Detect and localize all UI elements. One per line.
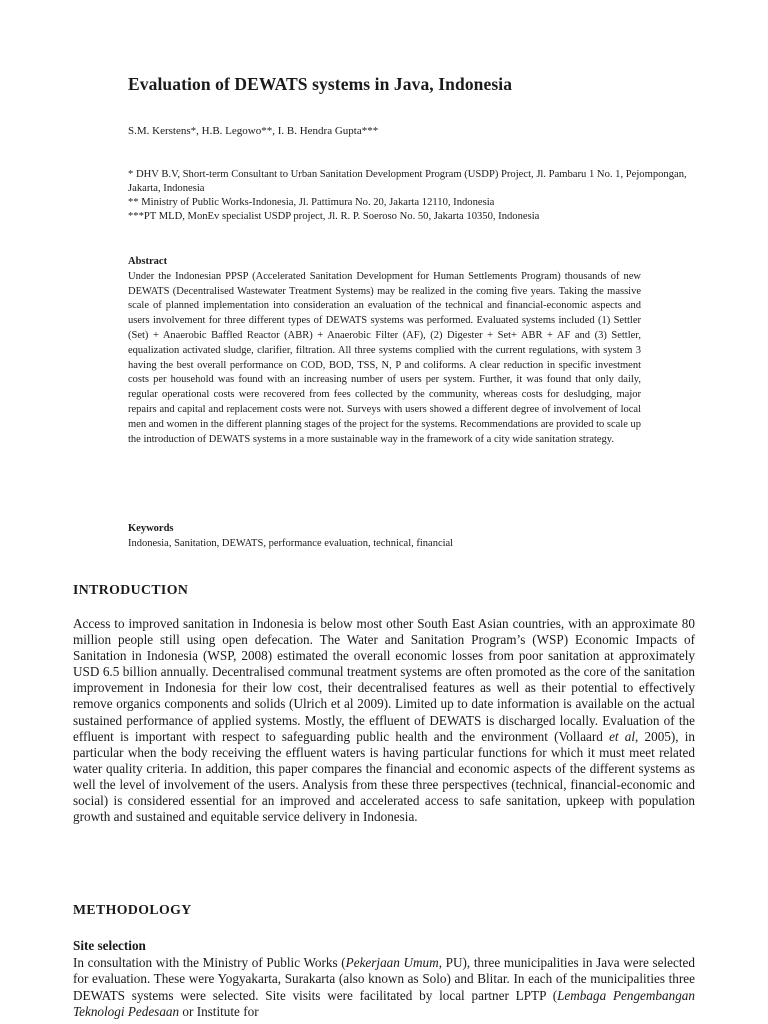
introduction-text-part-2: , 2005), in particular when the body receiving the effluent waters is having particular functions for which it must meet related water quality criteria. In addition, this paper compares the financial and economic aspects of the different systems as well the level of involvement of the users. Analysis from these three perspectives (technical, financial-economic and social) is considered essential for an improved and accelerated access to safe sanitation, upkeep with population growth and sustained and equitable service delivery in Indonesia. xyxy=(73,728,695,825)
abstract-text: Under the Indonesian PPSP (Accelerated Sanitation Development for Human Settlements Program) thousands of new DEWATS (Decentralised Wastewater Treatment Systems) may be realized in the coming five years. Taking the massive scale of planned implementation into consideration an evaluation of the technical and financial-economic aspects and users involvement for three different types of DEWATS systems was performed. Evaluated systems included (1) Settler (Set) + Anaerobic Baffled Reactor (ABR) + Anaerobic Filter (AF), (2) Digester + Set+ ABR + AF and (3) Settler, equalization activated sludge, clarifier, filtration. All three systems complied with the current regulations, with system 3 having the best overall performance on COD, BOD, TSS, N, P and coliforms. A clear reduction in specific investment costs per household was found with an increasing number of users per system. Further, it was found that only daily, regular operational costs were recovered from fees collected by the community, whereas costs for desludging, major repairs and capital and replacement costs were not. Surveys with users showed a different degree of involvement of local men and women in the different planning stages of the project for the systems. Recommendations are provided to scale up the introduction of DEWATS systems in a more sustainable way in the framework of a city wide sanitation strategy. xyxy=(128,270,641,445)
methodology-heading: METHODOLOGY xyxy=(73,902,192,917)
site-selection-text-part-2: , PU), three municipalities in Java were selected for evaluation. These were Yogyakarta, Surakarta (also known as Solo) and Blitar. In each of the municipalities three DEWATS systems were selected. Site visits were facilitated by local partner LPTP ( xyxy=(73,955,695,1003)
site-selection-text-part-3: or Institute for xyxy=(179,1004,259,1020)
affiliations xyxy=(128,168,692,224)
affiliation-1: * DHV B.V, Short-term Consultant to Urban Sanitation Development Program (USDP) Project, Jl. Pambaru 1 No. 1, Pejompongan, Jakarta, Indonesia xyxy=(128,169,687,194)
author-list: S.M. Kerstens*, H.B. Legowo**, I. B. Hendra Gupta*** xyxy=(128,125,379,137)
introduction-heading: INTRODUCTION xyxy=(73,582,189,597)
affiliation-3: ***PT MLD, MonEv specialist USDP project, Jl. R. P. Soeroso No. 50, Jakarta 10350, Indonesia xyxy=(128,211,540,222)
abstract-heading: Abstract xyxy=(128,256,168,267)
site-selection-text xyxy=(73,955,695,1021)
keywords-section xyxy=(128,522,641,552)
keywords-heading: Keywords xyxy=(128,523,174,534)
introduction-text-part-1: Access to improved sanitation in Indonesia is below most other South East Asian countries, with an approximate 80 million people still using open defecation. The Water and Sanitation Program’s (WSP) Economic Impacts of Sanitation in Indonesia (WSP, 2008) estimated the overall economic losses from poor sanitation at approximately USD 6.5 billion annually. Decentralised communal treatment systems are often promoted as the core of the sanitation improvement in Indonesia for their low cost, their decentralised features as well as their potential to effectively remove organics components and solids (Ulrich et al 2009). Limited up to date information is available on the actual sustained performance of applied systems. Mostly, the effluent of DEWATS is discharged locally. Evaluation of the effluent is important with respect to safeguarding public health and the environment (Vollaard xyxy=(73,616,695,744)
site-selection-italic-2: Lembaga Pengembangan Teknologi Pedesaan xyxy=(73,987,695,1020)
site-selection-heading: Site selection xyxy=(73,938,146,953)
site-selection-text-part-1: In consultation with the Ministry of Public Works ( xyxy=(73,955,346,970)
site-selection-italic-1: Pekerjaan Umum xyxy=(345,955,439,970)
affiliation-2: ** Ministry of Public Works-Indonesia, Jl. Pattimura No. 20, Jakarta 12110, Indonesia xyxy=(128,197,495,208)
abstract-section xyxy=(128,255,641,447)
introduction-text xyxy=(73,616,695,825)
keywords-text: Indonesia, Sanitation, DEWATS, performance evaluation, technical, financial xyxy=(128,537,454,549)
introduction-text-italic: et al xyxy=(609,728,636,744)
paper-title: Evaluation of DEWATS systems in Java, Indonesia xyxy=(128,74,513,94)
